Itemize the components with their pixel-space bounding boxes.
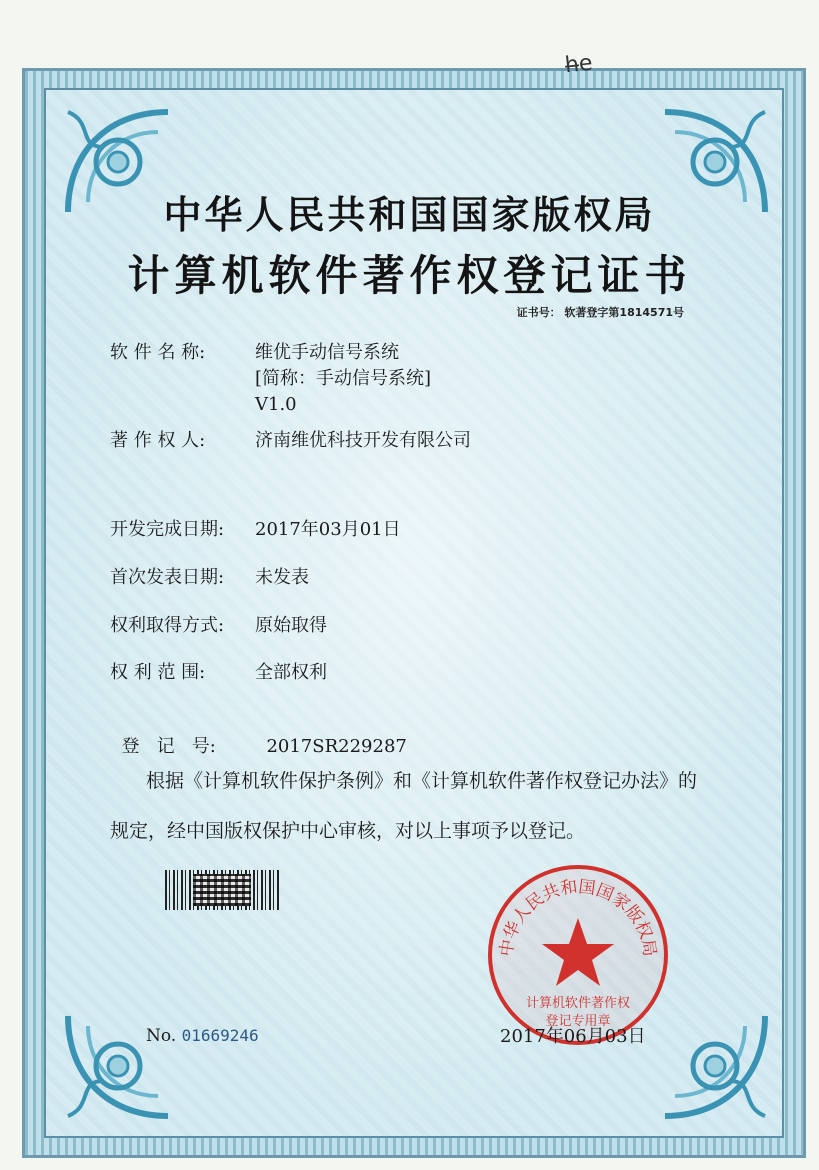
serial-prefix: No.	[146, 1026, 177, 1046]
corner-ornament-bottom-left	[48, 986, 198, 1136]
software-name-label: 软 件 名 称:	[110, 342, 206, 363]
registration-label: 登 记 号:	[121, 736, 216, 757]
software-version: V1.0	[255, 394, 297, 415]
field-first-publish-date	[110, 565, 309, 591]
field-rights-scope	[110, 660, 327, 686]
seal-date: 2017年06月03日	[500, 1026, 646, 1047]
scope-value: 全部权利	[255, 662, 327, 683]
field-software-name	[110, 340, 431, 418]
registration-value: 2017SR229287	[266, 736, 407, 757]
scope-label: 权 利 范 围:	[110, 662, 206, 683]
completion-date-value: 2017年03月01日	[255, 519, 401, 540]
certificate-number: 证书号： 软著登字第1814571号	[516, 306, 684, 319]
issuing-authority-title: 中华人民共和国国家版权局	[163, 192, 656, 237]
field-registration-number	[110, 708, 407, 760]
qr-code-image	[193, 874, 251, 906]
first-publish-value: 未发表	[255, 567, 309, 588]
seal-ring-text: 中华人民共和国国家版权局	[496, 877, 660, 958]
acquisition-label: 权利取得方式:	[110, 615, 225, 636]
copyright-owner-value: 济南维优科技开发有限公司	[255, 430, 471, 451]
field-copyright-owner	[110, 428, 471, 454]
serial-number	[146, 1026, 259, 1046]
seal-line-2: 登记专用章	[545, 1014, 611, 1029]
seal-line-1: 计算机软件著作权	[525, 996, 631, 1011]
statement-line-2: 规定，经中国版权保护中心审核，对以上事项予以登记。	[110, 820, 586, 842]
software-short-name: [简称：手动信号系统]	[255, 368, 432, 389]
acquisition-value: 原始取得	[255, 615, 327, 636]
barcode-image	[165, 870, 281, 910]
certificate-title: 计算机软件著作权登记证书	[127, 251, 692, 300]
handwritten-mark: h̶e	[563, 50, 594, 79]
copyright-owner-label: 著 作 权 人:	[110, 430, 206, 451]
first-publish-label: 首次发表日期:	[110, 567, 225, 588]
statement-line-1: 根据《计算机软件保护条例》和《计算机软件著作权登记办法》的	[146, 770, 698, 792]
field-completion-date	[110, 517, 401, 543]
completion-date-label: 开发完成日期:	[110, 519, 225, 540]
serial-number-value: 01669246	[181, 1026, 259, 1045]
software-name-value: 维优手动信号系统	[255, 342, 399, 363]
field-acquisition-method	[110, 613, 327, 639]
